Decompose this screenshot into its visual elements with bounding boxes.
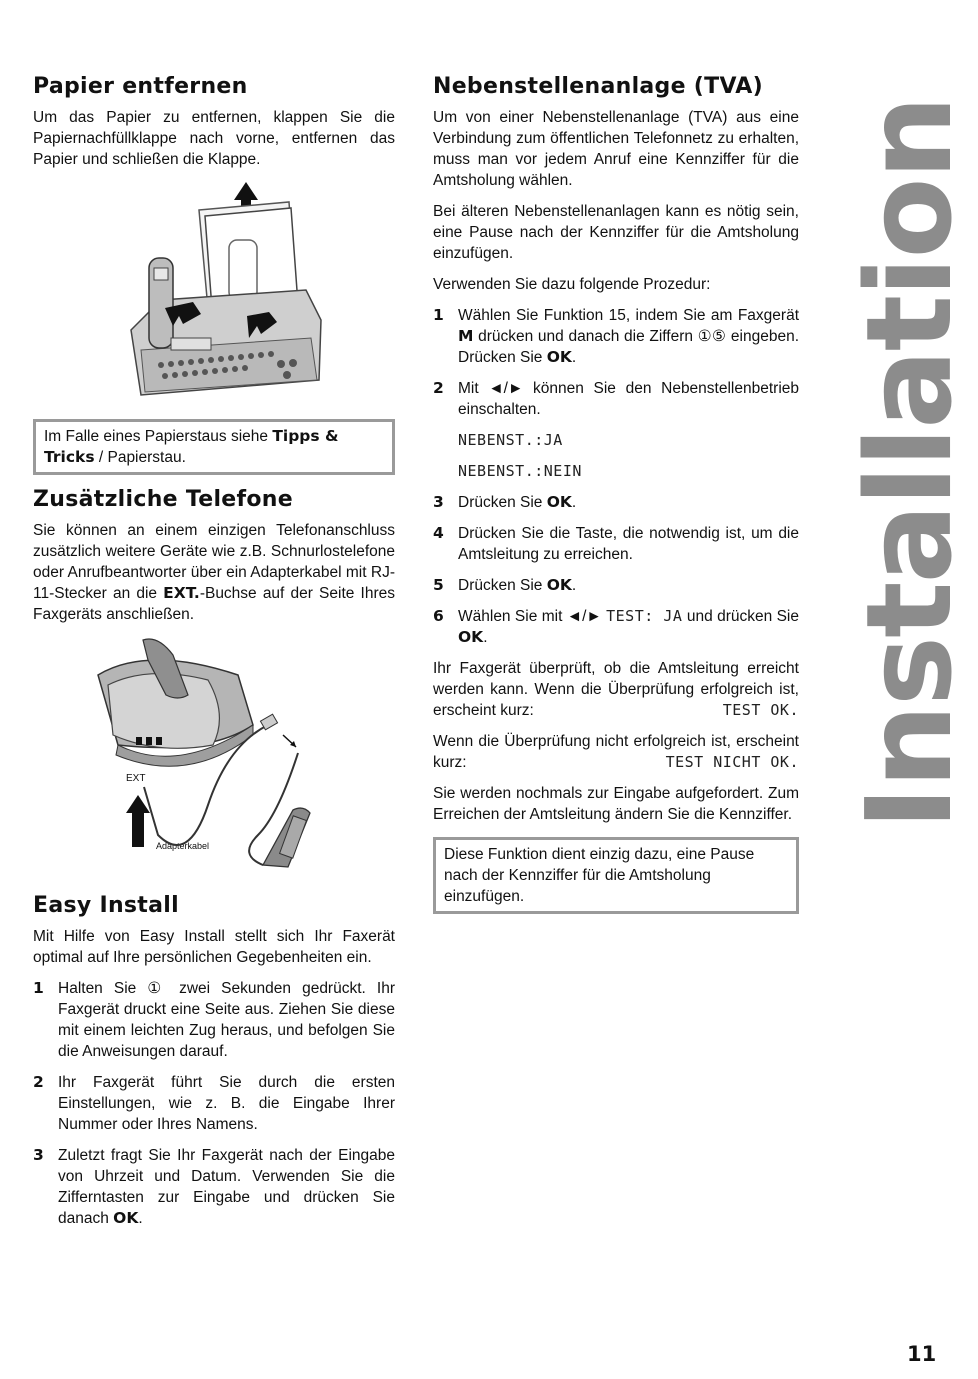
adapterkabel-label: Adapterkabel [156, 841, 210, 851]
tva-steps-continued [433, 492, 799, 648]
lcd-test-nicht-ok: TEST NICHT OK. [665, 753, 799, 771]
tva-step-5: 5 Drücken Sie OK. [433, 576, 577, 594]
tva-step-2: 2 Mit ◄/► können Sie den Nebenstellenbetrieb einschalten. [433, 379, 799, 418]
easy-step-3: 3 Zuletzt fragt Sie Ihr Faxgerät nach der Eingabe von Uhrzeit und Datum. Verwenden Sie die Zifferntasten zur Eingabe und drücken Sie danach OK. [33, 1146, 395, 1227]
tva-p2: Bei älteren Nebenstellenanlagen kann es nötig sein, eine Pause nach der Kennziffer für die Amtsholung einzufügen. [433, 203, 799, 262]
tva-p4: Ihr Faxgerät überprüft, ob die Amtsleitung erreicht werden kann. Wenn die Überprüfung erfolgreich ist, erscheint kurz: TEST OK. [433, 660, 799, 719]
ext-label: EXT [126, 773, 146, 784]
heading-papier-entfernen: Papier entfernen [33, 74, 248, 99]
tva-step-4: 4 Drücken Sie die Taste, die notwendig ist, um die Amtsleitung zu erreichen. [433, 524, 799, 563]
paper-jam-note: Im Falle eines Papierstaus siehe Tipps & Tricks / Papierstau. [33, 419, 395, 475]
tipps-tricks-ref: Tipps & Tricks [44, 427, 339, 466]
tva-note: Diese Funktion dient einzig dazu, eine Pause nach der Kennziffer für die Amtsholung einzufügen. [433, 837, 799, 914]
telefone-text: Sie können an einem einzigen Telefonanschluss zusätzlich weitere Geräte wie z.B. Schnurlostelefone oder Anrufbeantworter über ein Adapterkabel mit RJ-11-Stecker an die EXT.-Buchse auf der Seite Ihres Faxgeräts anschließen. [33, 522, 395, 623]
easy-install-text: Mit Hilfe von Easy Install stellt sich Ihr Faxerät optimal auf Ihre persönlichen Gegebenheiten ein. [33, 928, 395, 966]
lcd-nebenst-nein: NEBENST.:NEIN [458, 462, 582, 480]
tva-step-1: 1 Wählen Sie Funktion 15, indem Sie am Faxgerät M drücken und danach die Ziffern ①⑤ eingeben. Drücken Sie OK. [433, 306, 799, 366]
tva-p6: Sie werden nochmals zur Eingabe aufgefordert. Zum Erreichen der Amtsleitung ändern Sie die Kennziffer. [433, 785, 799, 823]
heading-nebenstellenanlage: Nebenstellenanlage (TVA) [433, 74, 763, 99]
tva-p1: Um von einer Nebenstellenanlage (TVA) aus eine Verbindung zum öffentlichen Telefonnetz zu erhalten, muss man vor jedem Anruf eine Kennziffer für die Amtsholung wählen. [433, 109, 799, 189]
easy-step-1: 1 Halten Sie ① zwei Sekunden gedrückt. Ihr Faxgerät druckt eine Seite aus. Ziehen Sie diese mit einem leichten Zug heraus, und befolgen Sie die Anweisungen darauf. [33, 979, 395, 1060]
easy-step-2: 2 Ihr Faxgerät führt Sie durch die ersten Einstellungen, wie z. B. die Eingabe Ihrer Nummer oder Ihres Namens. [33, 1073, 395, 1133]
tva-p5: Wenn die Überprüfung nicht erfolgreich ist, erscheint kurz: TEST NICHT OK. [433, 733, 799, 771]
tva-step-3: 3 Drücken Sie OK. [433, 493, 577, 511]
right-column [433, 74, 799, 926]
heading-easy-install: Easy Install [33, 893, 179, 918]
papier-text: Um das Papier zu entfernen, klappen Sie die Papiernachfüllklappe nach vorne, entfernen das Papier und schließen die Klappe. [33, 109, 395, 168]
fax-paper-removal-illustration [121, 180, 331, 405]
tva-steps [433, 305, 799, 420]
lcd-nebenst-ja: NEBENST.:JA [458, 431, 563, 449]
tva-p3: Verwenden Sie dazu folgende Prozedur: [433, 276, 711, 293]
lcd-test-ok: TEST OK. [722, 701, 799, 719]
tva-step-6: 6 Wählen Sie mit ◄/► TEST: JA und drücken Sie OK. [433, 607, 799, 646]
left-column [33, 74, 395, 1239]
ext-connection-illustration [88, 635, 328, 873]
page-number: 11 [907, 1342, 937, 1366]
heading-zusaetzliche-telefone: Zusätzliche Telefone [33, 487, 293, 512]
easy-install-steps [33, 978, 395, 1229]
